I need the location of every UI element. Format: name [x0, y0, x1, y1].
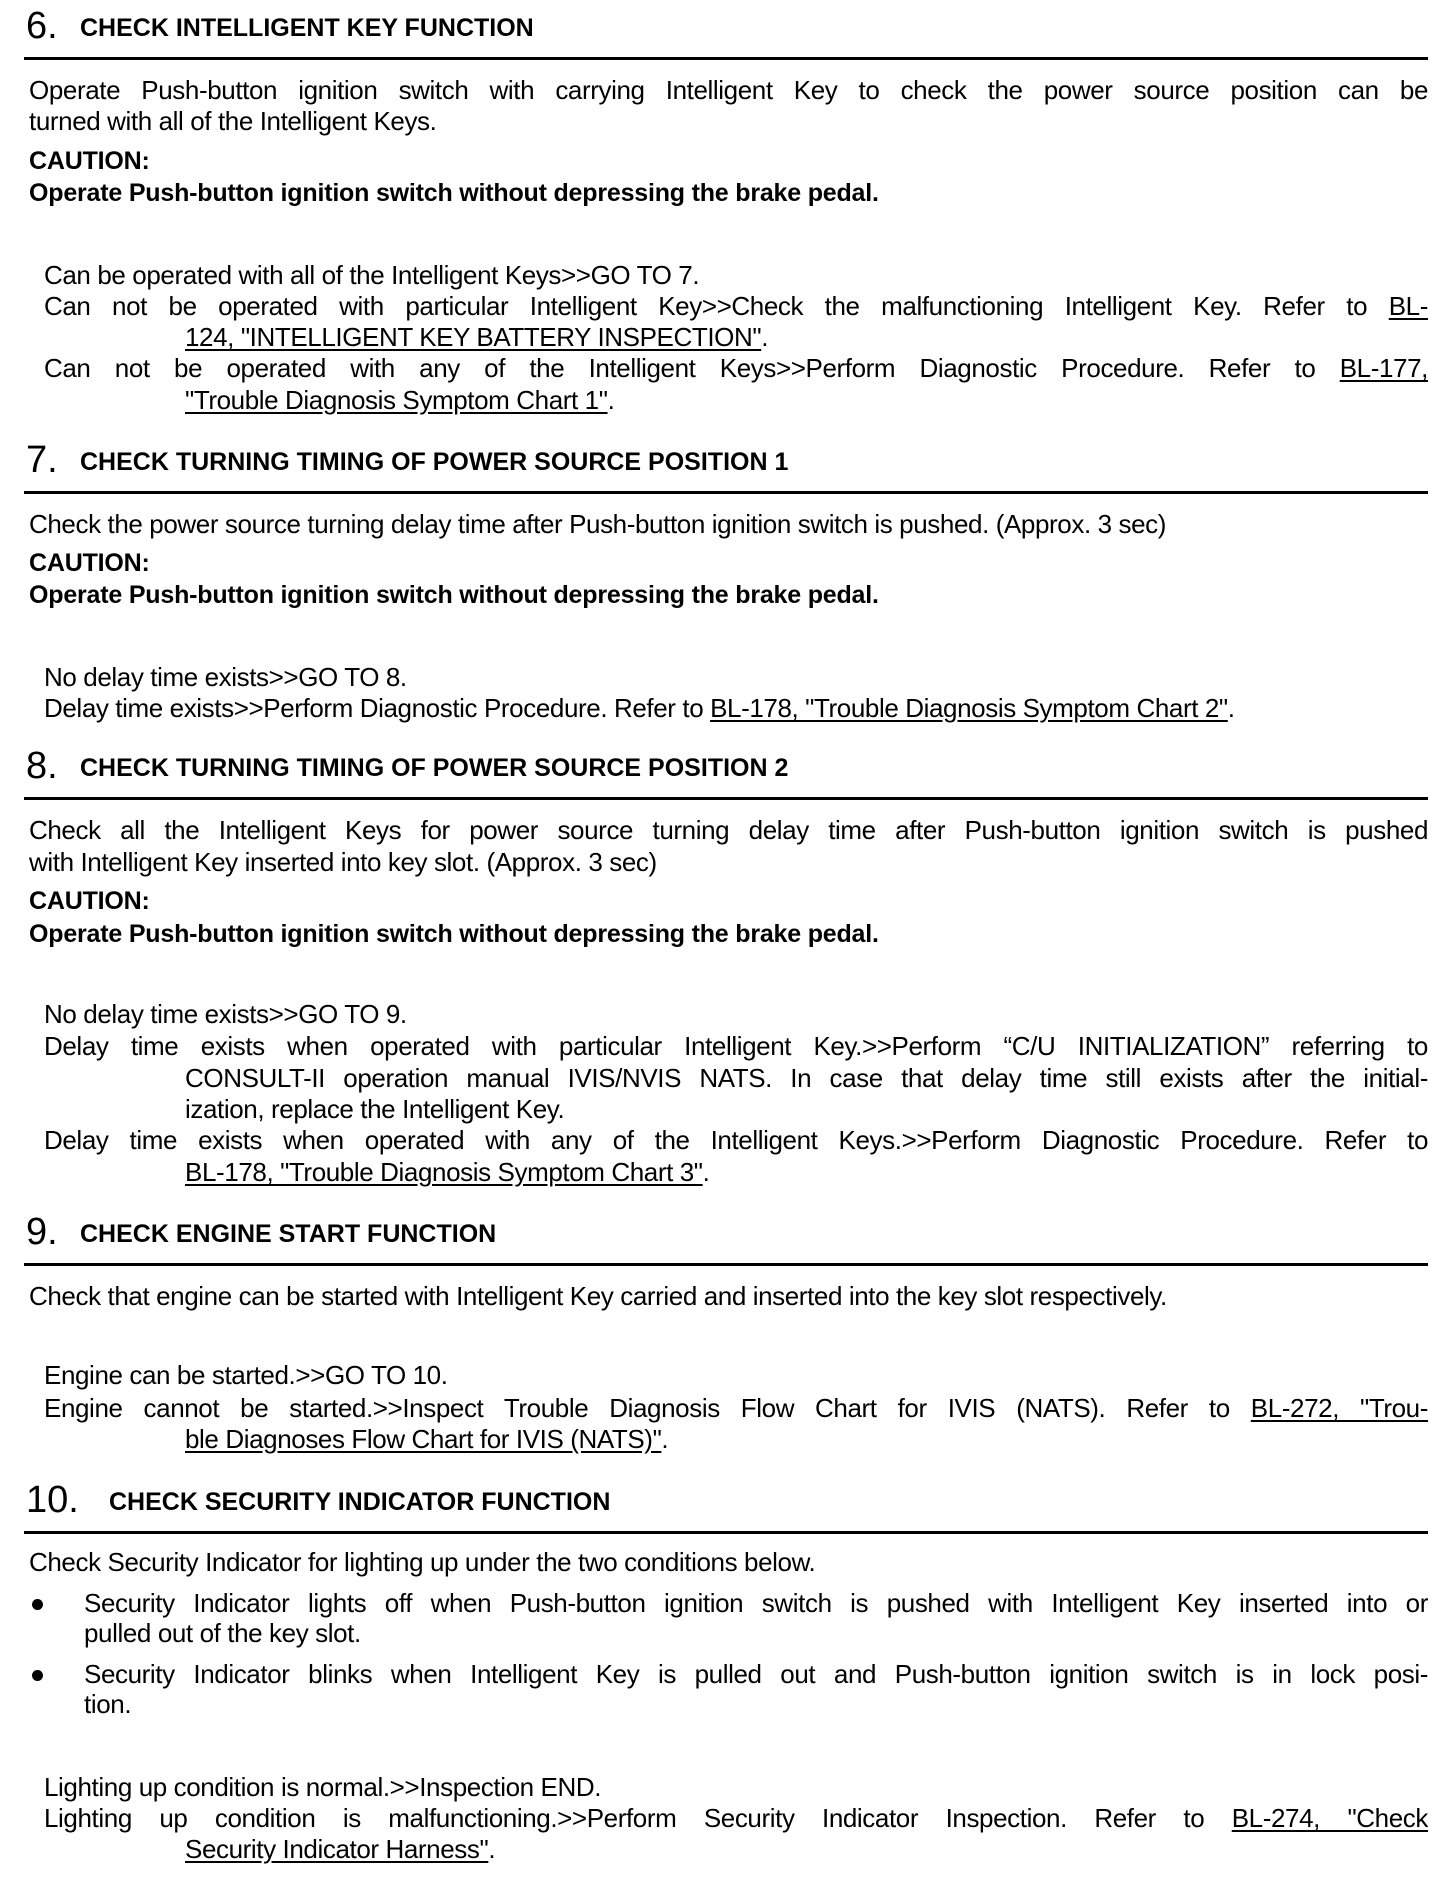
- bullet-text: pulled out of the key slot.: [84, 1618, 361, 1648]
- result-line: [44, 1772, 601, 1802]
- heading-rule: [24, 1263, 1428, 1266]
- result-line: [44, 1803, 1428, 1833]
- bullet-text: Security Indicator lights off when Push-button ignition switch is pushed with Intelligent Key inserted into or: [84, 1588, 1428, 1618]
- result-text: .: [488, 1834, 496, 1864]
- step-title: CHECK SECURITY INDICATOR FUNCTION: [109, 1488, 611, 1516]
- caution-label: CAUTION:: [29, 549, 150, 577]
- result-line: [44, 291, 1428, 321]
- reference-link[interactable]: 124, "INTELLIGENT KEY BATTERY INSPECTION": [185, 322, 762, 352]
- result-line: [44, 1360, 448, 1390]
- caution-label: CAUTION:: [29, 147, 150, 175]
- result-text: ization, replace the Intelligent Key.: [185, 1094, 565, 1124]
- result-line: [44, 353, 1428, 383]
- step-heading: [26, 1479, 611, 1521]
- step-heading: [26, 1211, 497, 1253]
- caution-label: CAUTION:: [29, 887, 150, 915]
- reference-link[interactable]: BL-274, "Check: [1231, 1803, 1428, 1833]
- result-line: [44, 999, 407, 1029]
- result-line: [185, 1063, 1428, 1093]
- reference-link[interactable]: BL-178, "Trouble Diagnosis Symptom Chart 3": [185, 1157, 703, 1187]
- reference-link[interactable]: BL-177,: [1339, 353, 1428, 383]
- heading-rule: [24, 797, 1428, 800]
- result-line: [44, 693, 1235, 723]
- step-heading: [26, 745, 789, 787]
- result-text: Delay time exists>>Perform Diagnostic Procedure. Refer to: [44, 693, 711, 723]
- result-text: CONSULT-II operation manual IVIS/NVIS NATS. In case that delay time still exists after the initial-: [185, 1063, 1428, 1093]
- result-line: [185, 385, 614, 415]
- result-line: [185, 1834, 495, 1864]
- result-text: No delay time exists>>GO TO 8.: [44, 662, 407, 692]
- result-line: [44, 1393, 1428, 1423]
- instruction-text: with Intelligent Key inserted into key slot. (Approx. 3 sec): [29, 847, 657, 877]
- instruction-text: Check all the Intelligent Keys for power source turning delay time after Push-button ignition switch is pushed: [29, 815, 1428, 845]
- result-line: [185, 1094, 564, 1124]
- result-text: Lighting up condition is normal.>>Inspection END.: [44, 1772, 602, 1802]
- result-text: Can not be operated with particular Intelligent Key>>Check the malfunctioning Intelligent Key. Refer to: [44, 291, 1389, 321]
- result-text: .: [661, 1424, 669, 1454]
- step-number: 7.: [26, 439, 58, 481]
- result-text: Delay time exists when operated with particular Intelligent Key.>>Perform “C/U INITIALIZATION” referring to: [44, 1031, 1428, 1061]
- heading-rule: [24, 57, 1428, 60]
- step-number: 6.: [26, 5, 58, 47]
- result-text: Engine can be started.>>GO TO 10.: [44, 1360, 448, 1390]
- result-text: .: [702, 1157, 710, 1187]
- bullet-text: tion.: [84, 1689, 132, 1719]
- result-text: .: [607, 385, 615, 415]
- step-title: CHECK ENGINE START FUNCTION: [80, 1220, 497, 1248]
- result-line: [44, 260, 699, 290]
- reference-link[interactable]: BL-272, "Trou-: [1250, 1393, 1428, 1423]
- instruction-text: Operate Push-button ignition switch with carrying Intelligent Key to check the power source position can be: [29, 75, 1428, 105]
- result-text: Can not be operated with any of the Intelligent Keys>>Perform Diagnostic Procedure. Refer to: [44, 353, 1340, 383]
- step-title: CHECK TURNING TIMING OF POWER SOURCE POSITION 2: [80, 754, 789, 782]
- instruction-text: Check that engine can be started with Intelligent Key carried and inserted into the key slot respectively.: [29, 1281, 1167, 1311]
- reference-link[interactable]: BL-: [1388, 291, 1428, 321]
- result-text: Lighting up condition is malfunctioning.>>Perform Security Indicator Inspection. Refer to: [44, 1803, 1232, 1833]
- reference-link[interactable]: Security Indicator Harness": [185, 1834, 489, 1864]
- heading-rule: [24, 1531, 1428, 1534]
- result-line: [44, 1125, 1428, 1155]
- result-text: Engine cannot be started.>>Inspect Trouble Diagnosis Flow Chart for IVIS (NATS). Refer to: [44, 1393, 1251, 1423]
- step-title: CHECK INTELLIGENT KEY FUNCTION: [80, 14, 534, 42]
- reference-link[interactable]: "Trouble Diagnosis Symptom Chart 1": [185, 385, 608, 415]
- caution-text: Operate Push-button ignition switch without depressing the brake pedal.: [29, 581, 879, 609]
- result-text: No delay time exists>>GO TO 9.: [44, 999, 407, 1029]
- step-number: 8.: [26, 745, 58, 787]
- step-number: 9.: [26, 1211, 58, 1253]
- bullet-icon: [32, 1670, 43, 1681]
- step-title: CHECK TURNING TIMING OF POWER SOURCE POSITION 1: [80, 448, 789, 476]
- result-line: [44, 1031, 1428, 1061]
- step-heading: [26, 439, 789, 481]
- result-text: .: [761, 322, 769, 352]
- bullet-text: Security Indicator blinks when Intelligent Key is pulled out and Push-button ignition switch is in lock posi-: [84, 1659, 1428, 1689]
- step-heading: [26, 5, 534, 47]
- result-line: [44, 662, 407, 692]
- bullet-icon: [32, 1599, 43, 1610]
- result-line: [185, 1157, 709, 1187]
- reference-link[interactable]: BL-178, "Trouble Diagnosis Symptom Chart 2": [710, 693, 1228, 723]
- instruction-text: Check Security Indicator for lighting up under the two conditions below.: [29, 1547, 816, 1577]
- result-line: [185, 1424, 668, 1454]
- instruction-text: Check the power source turning delay time after Push-button ignition switch is pushed. (Approx. 3 sec): [29, 509, 1167, 539]
- result-text: .: [1227, 693, 1235, 723]
- step-number: 10.: [26, 1479, 79, 1521]
- result-line: [185, 322, 768, 352]
- caution-text: Operate Push-button ignition switch without depressing the brake pedal.: [29, 179, 879, 207]
- result-text: Delay time exists when operated with any of the Intelligent Keys.>>Perform Diagnostic Procedure. Refer to: [44, 1125, 1428, 1155]
- heading-rule: [24, 491, 1428, 494]
- caution-text: Operate Push-button ignition switch without depressing the brake pedal.: [29, 920, 879, 948]
- reference-link[interactable]: ble Diagnoses Flow Chart for IVIS (NATS)": [185, 1424, 662, 1454]
- instruction-text: turned with all of the Intelligent Keys.: [29, 106, 437, 136]
- result-text: Can be operated with all of the Intelligent Keys>>GO TO 7.: [44, 260, 700, 290]
